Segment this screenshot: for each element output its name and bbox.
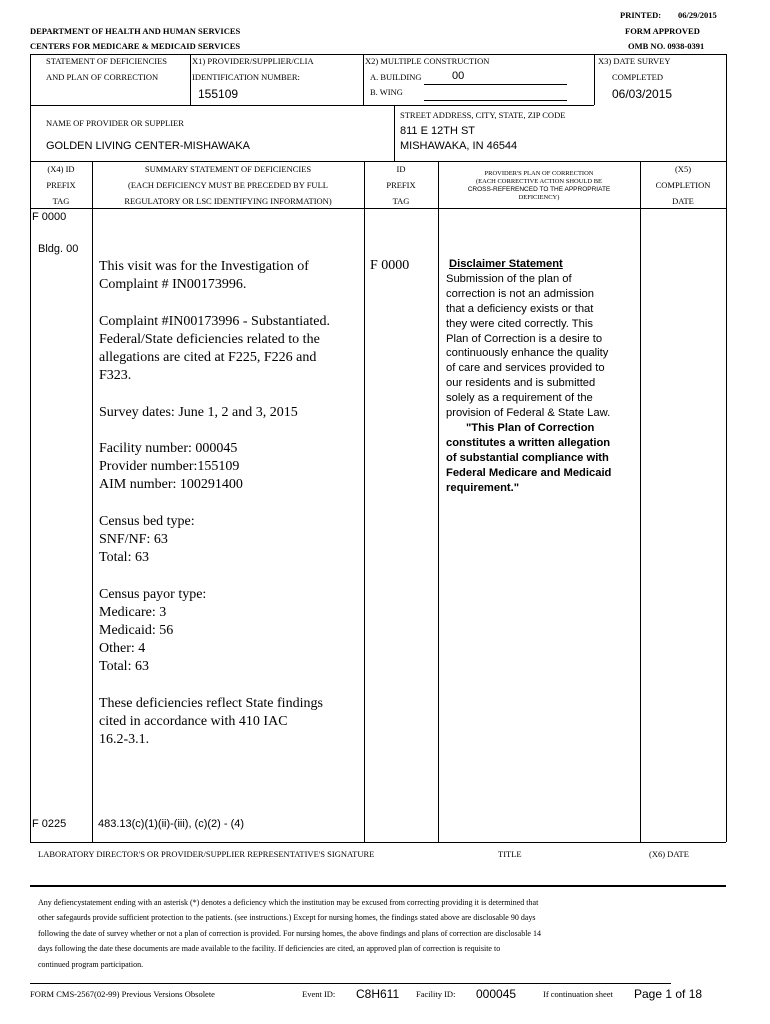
id-heading-1: ID	[396, 164, 406, 174]
x3-label: X3) DATE SURVEY	[598, 56, 671, 66]
narrative-line: F323.	[99, 368, 132, 384]
poc-line: Submission of the plan of	[446, 272, 572, 285]
x5-heading-1: (X5)	[674, 164, 692, 174]
footnote-line: continued program participation.	[38, 959, 144, 969]
x6-date-label: (X6) DATE	[649, 849, 689, 859]
census-payor-type: Census payor type:	[99, 586, 207, 602]
x4-heading-3: TAG	[52, 196, 70, 206]
building-value: 00	[452, 70, 465, 82]
address-line-1: 811 E 12TH ST	[400, 125, 475, 137]
bed-total: Total: 63	[99, 550, 149, 566]
poc-line: correction is not an admission	[446, 287, 594, 300]
form-approved: FORM APPROVED	[625, 26, 700, 36]
provider-name-label: NAME OF PROVIDER OR SUPPLIER	[46, 118, 184, 128]
narrative-line: These deficiencies reflect State findings	[99, 695, 323, 711]
form-number: FORM CMS-2567(02-99) Previous Versions Obsolete	[30, 989, 215, 999]
x5-heading-3: DATE	[672, 196, 694, 206]
poc-bold-line: Federal Medicare and Medicaid	[446, 466, 612, 479]
page-number: Page 1 of 18	[634, 987, 703, 1001]
col-summary-divider	[364, 161, 365, 842]
building-label: A. BUILDING	[370, 72, 422, 82]
narrative-line: allegations are cited at F225, F226 and	[99, 350, 317, 365]
header-mid-rule	[30, 105, 594, 106]
wing-underline	[424, 100, 567, 101]
id-heading-3: TAG	[392, 196, 410, 206]
col-x4-divider	[92, 161, 93, 842]
x3-divider	[594, 54, 595, 105]
bottom-rule	[30, 983, 671, 984]
footnote-rule	[30, 885, 726, 887]
printed-date: 06/29/2015	[678, 10, 717, 20]
poc-line: that a deficiency exists or that	[446, 302, 594, 315]
poc-line: they were cited correctly. This	[446, 317, 593, 330]
medicaid-count: Medicaid: 56	[99, 622, 174, 638]
provider-name: GOLDEN LIVING CENTER-MISHAWAKA	[46, 140, 250, 152]
tag-f0225: F 0225	[32, 818, 67, 830]
footnote	[38, 895, 718, 972]
summary-heading-2: (EACH DEFICIENCY MUST BE PRECEDED BY FULL	[128, 180, 328, 190]
id-tag-f0000: F 0000	[370, 258, 410, 273]
event-id-label: Event ID:	[302, 989, 336, 999]
poc-line: of care and services provided to	[446, 362, 605, 375]
footnote-line: Any defiencystatement ending with an asterisk (*) denotes a deficiency which the institution may be excused from correcting providing it is determined that	[38, 898, 539, 907]
continuation-label: If continuation sheet	[543, 989, 613, 999]
poc-line: Plan of Correction is a desire to	[446, 332, 603, 345]
f0225-regulation: 483.13(c)(1)(ii)-(iii), (c)(2) - (4)	[98, 818, 245, 830]
poc-bold-line: of substantial compliance with	[446, 451, 609, 464]
col-id-divider	[438, 161, 439, 842]
footnote-line: other safegaurds provide sufficient protection to the patients. (see instructions.) Except for nursing homes, the findings stated above are disclosable 90 days	[38, 913, 536, 923]
survey-date-value: 06/03/2015	[612, 87, 673, 101]
title-label: TITLE	[498, 849, 522, 859]
poc-heading-4: DEFICIENCY)	[518, 194, 560, 201]
snf-nf-count: SNF/NF: 63	[99, 531, 168, 547]
id-heading-2: PREFIX	[386, 180, 416, 190]
col-poc-divider	[640, 161, 641, 842]
address-line-2: MISHAWAKA, IN 46544	[400, 140, 518, 152]
provider-number: Provider number:155109	[99, 459, 240, 475]
x1-label-2: IDENTIFICATION NUMBER:	[192, 72, 300, 82]
deficiency-narrative	[99, 258, 361, 749]
printed-label: PRINTED:	[620, 10, 662, 20]
poc-bold-line: "This Plan of Correction	[466, 421, 595, 434]
x5-heading-2: COMPLETION	[655, 180, 711, 190]
narrative-line: Complaint # IN00173996.	[99, 277, 247, 293]
census-bed-type: Census bed type:	[99, 513, 195, 529]
footnote-line: days following the date these documents are made available to the facility. If deficiencies are cited, an approved plan of correction is requisite to	[38, 944, 501, 954]
wing-label: B. WING	[370, 87, 403, 97]
poc-line: provision of Federal & State Law.	[446, 407, 611, 420]
event-id-value: C8H611	[356, 987, 400, 1001]
statement-label-2: AND PLAN OF CORRECTION	[46, 72, 159, 82]
poc-bold-line: requirement."	[446, 481, 520, 494]
x4-heading-2: PREFIX	[46, 180, 76, 190]
statement-label-1: STATEMENT OF DEFICIENCIES	[46, 56, 168, 66]
poc-heading-1: PROVIDER'S PLAN OF CORRECTION	[484, 170, 594, 177]
address-label: STREET ADDRESS, CITY, STATE, ZIP CODE	[400, 110, 566, 120]
building-underline	[424, 84, 567, 85]
medicare-count: Medicare: 3	[99, 604, 167, 620]
x2-divider	[363, 54, 364, 105]
disclaimer-title: Disclaimer Statement	[449, 258, 563, 270]
x2-label: X2) MULTIPLE CONSTRUCTION	[365, 56, 490, 66]
department-name: DEPARTMENT OF HEALTH AND HUMAN SERVICES	[30, 26, 241, 36]
building-tag: Bldg. 00	[38, 243, 79, 255]
poc-bold-line: constitutes a written allegation	[446, 436, 611, 449]
x4-heading-1: (X4) ID	[47, 164, 75, 174]
narrative-line: 16.2-3.1.	[99, 732, 150, 748]
x3-completed-label: COMPLETED	[612, 72, 663, 82]
columns-bottom-rule	[30, 208, 726, 209]
summary-heading-3: REGULATORY OR LSC IDENTIFYING INFORMATION)	[124, 196, 332, 206]
plan-of-correction	[446, 257, 638, 496]
payor-total: Total: 63	[99, 659, 149, 675]
poc-heading-2: (EACH CORRECTIVE ACTION SHOULD BE	[475, 178, 603, 185]
poc-line: continuously enhance the quality	[446, 347, 609, 360]
other-count: Other: 4	[99, 641, 146, 657]
x1-divider	[190, 54, 191, 105]
poc-line: our residents and is submitted	[446, 377, 596, 390]
narrative-line: Federal/State deficiencies related to the	[99, 331, 320, 347]
footnote-line: following the date of survey whether or not a plan of correction is provided. For nursing homes, the above findings and plans of correction are disclosable 14	[38, 928, 541, 938]
summary-heading-1: SUMMARY STATEMENT OF DEFICIENCIES	[144, 164, 312, 174]
signature-label: LABORATORY DIRECTOR'S OR PROVIDER/SUPPLIER REPRESENTATIVE'S SIGNATURE	[38, 849, 375, 859]
survey-dates: Survey dates: June 1, 2 and 3, 2015	[99, 404, 298, 420]
provider-id-value: 155109	[198, 87, 239, 101]
facility-number: Facility number: 000045	[99, 440, 238, 456]
centers-name: CENTERS FOR MEDICARE & MEDICAID SERVICES	[30, 41, 241, 51]
omb-number: OMB NO. 0938-0391	[628, 41, 705, 51]
columns-top-rule	[30, 161, 726, 162]
poc-line: solely as a requirement of the	[446, 392, 593, 405]
facility-id-value: 000045	[476, 987, 517, 1001]
signature-top-rule	[30, 842, 726, 843]
narrative-line: This visit was for the Investigation of	[99, 259, 309, 274]
narrative-line: cited in accordance with 410 IAC	[99, 713, 288, 729]
x1-label-1: X1) PROVIDER/SUPPLIER/CLIA	[192, 56, 314, 66]
poc-heading-3: CROSS-REFERENCED TO THE APPROPRIATE	[467, 186, 611, 193]
facility-id-label: Facility ID:	[416, 989, 456, 999]
aim-number: AIM number: 100291400	[99, 477, 243, 493]
address-divider	[394, 105, 395, 161]
tag-f0000: F 0000	[32, 211, 67, 223]
header-top-rule	[30, 54, 726, 55]
narrative-line: Complaint #IN00173996 - Substantiated.	[99, 313, 330, 329]
right-border	[726, 54, 727, 842]
